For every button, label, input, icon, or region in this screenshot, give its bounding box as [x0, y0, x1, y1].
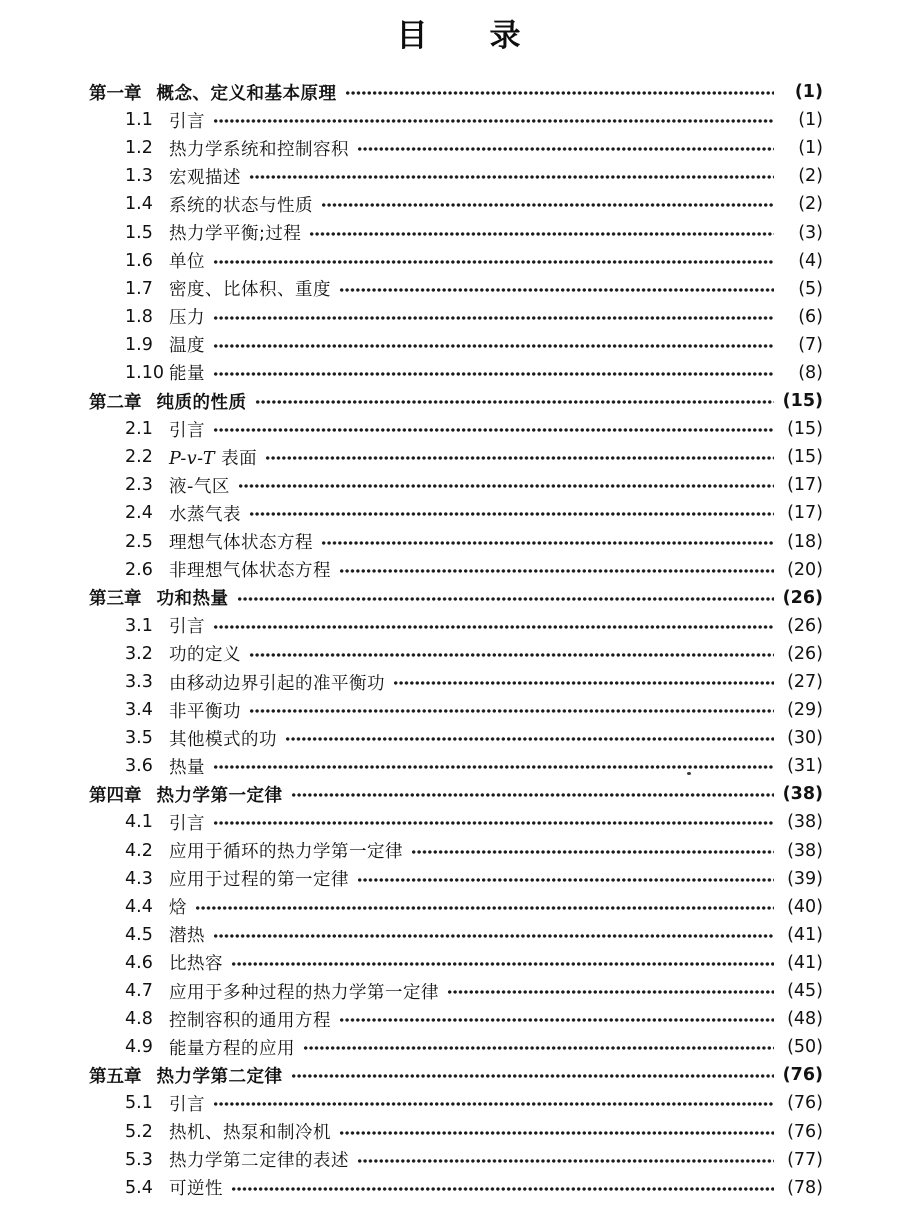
dot-leader: [249, 171, 774, 183]
entry-number: 1.5: [125, 222, 153, 243]
dot-leader: [249, 508, 774, 520]
entry-title: 水蒸气表: [169, 504, 241, 525]
dot-leader: [213, 930, 774, 942]
entry-title: [169, 445, 257, 470]
toc-section-row: [89, 696, 823, 724]
toc-section-row: [89, 218, 823, 246]
dot-leader: [213, 256, 774, 268]
dot-leader: [345, 87, 775, 99]
entry-number: 2.2: [125, 447, 153, 468]
dot-leader: [231, 958, 774, 970]
entry-number: 4.9: [125, 1037, 153, 1058]
entry-title: 功的定义: [169, 645, 241, 666]
toc-chapter-row: [89, 584, 823, 612]
dot-leader: [447, 986, 774, 998]
dot-leader: [339, 284, 774, 296]
entry-title: 可逆性: [169, 1179, 223, 1200]
dot-leader: [393, 677, 774, 689]
page-number: (1): [794, 82, 823, 103]
entry-title: 应用于过程的第一定律: [169, 870, 349, 891]
dot-leader: [339, 1014, 774, 1026]
dot-leader: [339, 1127, 774, 1139]
entry-number: 4.1: [125, 812, 153, 833]
page-number: (2): [798, 166, 823, 187]
page-number: (39): [787, 868, 823, 889]
page-number: (76): [782, 1065, 823, 1086]
entry-number: 2.4: [125, 503, 153, 524]
toc-section-row: [89, 499, 823, 527]
toc-section-row: [89, 612, 823, 640]
toc-section-row: [89, 752, 823, 780]
page-number: (2): [798, 194, 823, 215]
toc-chapter-row: [89, 78, 823, 106]
dot-leader: [231, 1183, 774, 1195]
dot-leader: [321, 537, 774, 549]
toc-section-row: [89, 977, 823, 1005]
page-number: (40): [787, 896, 823, 917]
toc-section-row: [89, 808, 823, 836]
toc-section-row: [89, 640, 823, 668]
entry-title: 引言: [169, 813, 205, 834]
entry-number: 5.4: [125, 1177, 153, 1198]
entry-title: 液-气区: [169, 476, 230, 497]
entry-number: 5.2: [125, 1121, 153, 1142]
dot-leader: [195, 902, 774, 914]
toc-list: [89, 78, 823, 1202]
toc-section-row: [89, 134, 823, 162]
entry-title: 热力学第二定律: [156, 1066, 283, 1087]
toc-section-row: [89, 865, 823, 893]
entry-title: 宏观描述: [169, 167, 241, 188]
page-number: (1): [798, 138, 823, 159]
entry-number: 4.8: [125, 1009, 153, 1030]
entry-title: 引言: [169, 420, 205, 441]
page-number: (76): [787, 1121, 823, 1142]
page-number: (15): [787, 419, 823, 440]
toc-section-row: [89, 106, 823, 134]
dot-leader: [411, 846, 774, 858]
toc-section-row: [89, 415, 823, 443]
page-number: (26): [782, 587, 823, 608]
toc-section-row: [89, 1174, 823, 1202]
dot-leader: [213, 817, 774, 829]
entry-number: 第二章: [89, 392, 142, 413]
entry-title: 应用于多种过程的热力学第一定律: [169, 982, 439, 1003]
entry-title: 热力学第一定律: [156, 785, 283, 806]
entry-number: 3.6: [125, 756, 153, 777]
entry-number: 2.5: [125, 531, 153, 552]
entry-title: 非理想气体状态方程: [169, 561, 331, 582]
entry-number: 3.1: [125, 615, 153, 636]
entry-title: 单位: [169, 252, 205, 273]
page-number: (41): [787, 952, 823, 973]
page-number: (77): [787, 1149, 823, 1170]
dot-leader: [213, 621, 774, 633]
dot-leader: [213, 424, 774, 436]
entry-title: 热量: [169, 757, 205, 778]
toc-section-row: [89, 949, 823, 977]
entry-title: 其他模式的功: [169, 729, 277, 750]
dot-leader: [249, 649, 774, 661]
dot-leader: [213, 368, 774, 380]
entry-number: 1.2: [125, 138, 153, 159]
entry-number: 1.7: [125, 278, 153, 299]
toc-section-row: [89, 668, 823, 696]
dot-leader: [213, 115, 774, 127]
toc-section-row: [89, 331, 823, 359]
entry-title: 理想气体状态方程: [169, 533, 313, 554]
entry-number: 4.2: [125, 840, 153, 861]
entry-title: 由移动边界引起的准平衡功: [169, 673, 385, 694]
dot-leader: [357, 874, 774, 886]
toc-section-row: [89, 471, 823, 499]
toc-section-row: [89, 528, 823, 556]
entry-number: 4.6: [125, 952, 153, 973]
entry-title: 压力: [169, 308, 205, 329]
page-number: (31): [787, 756, 823, 777]
toc-section-row: [89, 1117, 823, 1145]
entry-number: 1.8: [125, 306, 153, 327]
entry-title-rest: 表面: [215, 448, 258, 469]
toc-chapter-row: [89, 387, 823, 415]
toc-section-row: [89, 1033, 823, 1061]
entry-title: 纯质的性质: [156, 392, 247, 413]
entry-number: 第四章: [89, 785, 142, 806]
entry-number: 2.1: [125, 419, 153, 440]
page-number: (38): [787, 840, 823, 861]
page-number: (15): [787, 447, 823, 468]
entry-title: 控制容积的通用方程: [169, 1010, 331, 1031]
page-number: (6): [798, 306, 823, 327]
entry-number: 第五章: [89, 1066, 142, 1087]
page-number: (30): [787, 728, 823, 749]
toc-section-row: [89, 556, 823, 584]
entry-title: 能量方程的应用: [169, 1038, 295, 1059]
dot-leader: [213, 1098, 774, 1110]
entry-title: 比热容: [169, 954, 223, 975]
entry-title: 功和热量: [156, 589, 229, 610]
toc-chapter-row: [89, 780, 823, 808]
dot-leader: [285, 733, 774, 745]
page-title: 目 录: [396, 18, 521, 54]
entry-title: 热力学平衡;过程: [169, 224, 302, 245]
entry-title-italic: P-v-T: [169, 448, 216, 469]
page-number: (38): [787, 812, 823, 833]
page-number: (8): [798, 362, 823, 383]
page-number: (48): [787, 1009, 823, 1030]
toc-section-row: [89, 1089, 823, 1117]
entry-title: 概念、定义和基本原理: [156, 83, 337, 104]
entry-number: 4.4: [125, 896, 153, 917]
page-number: (26): [787, 615, 823, 636]
dot-leader: [303, 1042, 774, 1054]
toc-chapter-row: [89, 1061, 823, 1089]
entry-title: 热力学系统和控制容积: [169, 139, 349, 160]
entry-title: 潜热: [169, 926, 205, 947]
page-number: (26): [787, 643, 823, 664]
page-number: (1): [798, 110, 823, 131]
entry-number: 3.5: [125, 728, 153, 749]
page-number: (29): [787, 700, 823, 721]
entry-number: 第三章: [89, 589, 142, 610]
entry-title: 热机、热泵和制冷机: [169, 1123, 331, 1144]
entry-title: 应用于循环的热力学第一定律: [169, 842, 403, 863]
entry-number: 第一章: [89, 83, 142, 104]
dot-leader: [291, 789, 775, 801]
toc-section-row: [89, 190, 823, 218]
entry-number: 4.7: [125, 981, 153, 1002]
page-number: (3): [798, 222, 823, 243]
dot-leader: [357, 1155, 774, 1167]
page-number: (78): [787, 1177, 823, 1198]
page-number: (27): [787, 672, 823, 693]
page-number: (45): [787, 981, 823, 1002]
page-number: (4): [798, 250, 823, 271]
dot-leader: [309, 228, 774, 240]
toc-section-row: [89, 162, 823, 190]
entry-title: 温度: [169, 336, 205, 357]
dot-leader: [255, 396, 775, 408]
dot-leader: [265, 452, 774, 464]
entry-title: 引言: [169, 617, 205, 638]
dot-leader: [238, 480, 774, 492]
entry-title: 密度、比体积、重度: [169, 280, 331, 301]
toc-section-row: [89, 303, 823, 331]
toc-section-row: [89, 921, 823, 949]
toc-section-row: [89, 359, 823, 387]
entry-title: 引言: [169, 111, 205, 132]
entry-number: 3.2: [125, 643, 153, 664]
page-number: (50): [787, 1037, 823, 1058]
entry-title: 能量: [169, 364, 205, 385]
toc-section-row: [89, 837, 823, 865]
entry-number: 1.9: [125, 334, 153, 355]
entry-number: 1.3: [125, 166, 153, 187]
toc-section-row: [89, 247, 823, 275]
entry-number: 1.10: [125, 362, 164, 383]
entry-number: 5.1: [125, 1093, 153, 1114]
entry-title: 系统的状态与性质: [169, 195, 313, 216]
entry-number: 2.6: [125, 559, 153, 580]
page-number: (7): [798, 334, 823, 355]
dot-leader: [213, 312, 774, 324]
dot-leader: [249, 705, 774, 717]
entry-title: 热力学第二定律的表述: [169, 1151, 349, 1172]
toc-section-row: [89, 1005, 823, 1033]
entry-number: 1.4: [125, 194, 153, 215]
entry-number: 3.3: [125, 672, 153, 693]
dot-leader: [357, 143, 774, 155]
entry-title: 引言: [169, 1094, 205, 1115]
entry-number: 2.3: [125, 475, 153, 496]
dot-leader: [291, 1070, 775, 1082]
dot-leader: [237, 593, 775, 605]
page-number: (17): [787, 475, 823, 496]
dot-leader: [321, 199, 774, 211]
scan-artifact-dot: [687, 772, 691, 775]
entry-number: 1.1: [125, 110, 153, 131]
toc-section-row: [89, 724, 823, 752]
page-number: (17): [787, 503, 823, 524]
entry-title: 焓: [169, 898, 187, 919]
page-number: (20): [787, 559, 823, 580]
page-number: (18): [787, 531, 823, 552]
entry-number: 4.3: [125, 868, 153, 889]
toc-section-row: [89, 893, 823, 921]
page-number: (76): [787, 1093, 823, 1114]
page-number: (15): [782, 391, 823, 412]
toc-section-row: [89, 443, 823, 471]
toc-section-row: [89, 1146, 823, 1174]
entry-number: 5.3: [125, 1149, 153, 1170]
entry-title: 非平衡功: [169, 701, 241, 722]
dot-leader: [213, 340, 774, 352]
page-number: (38): [782, 784, 823, 805]
entry-number: 1.6: [125, 250, 153, 271]
entry-number: 4.5: [125, 924, 153, 945]
toc-section-row: [89, 275, 823, 303]
dot-leader: [339, 565, 774, 577]
page-number: (41): [787, 924, 823, 945]
page-number: (5): [798, 278, 823, 299]
entry-number: 3.4: [125, 700, 153, 721]
